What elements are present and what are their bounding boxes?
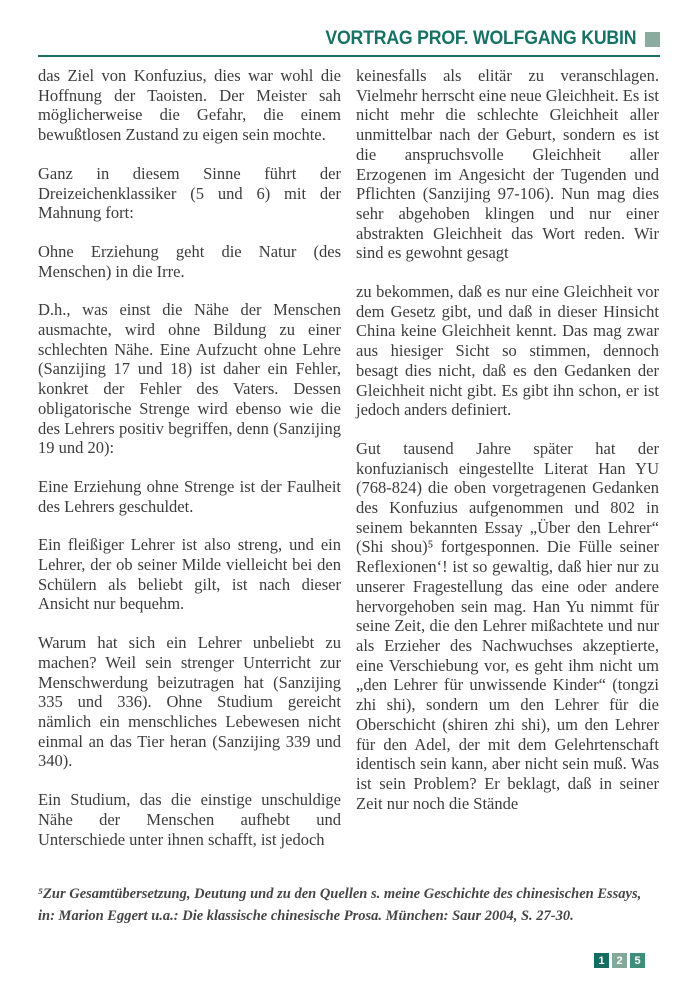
- title-marker-square-icon: [645, 32, 660, 47]
- paragraph: Ein fleißiger Lehrer ist also streng, und ein Lehrer, der ob seiner Milde vielleicht bei den Schülern als beliebt gilt, ist nach dieser Ansicht nur bequehm.: [38, 535, 341, 614]
- left-column: [38, 66, 341, 868]
- two-column-body: [38, 66, 660, 868]
- page-digit: 5: [630, 953, 645, 968]
- paragraph: das Ziel von Konfuzius, dies war wohl die Hoffnung der Taoisten. Der Meister sah möglicherweise die Gefahr, die einem bewußtlosen Zustand zu eigen sein mochte.: [38, 66, 341, 145]
- page-digit: 1: [594, 953, 609, 968]
- page-number: [594, 953, 645, 968]
- paragraph: Ein Studium, das die einstige unschuldige Nähe der Menschen aufhebt und Unterschiede unter ihnen schafft, ist jedoch: [38, 790, 341, 849]
- paragraph: Ganz in diesem Sinne führt der Dreizeichenklassiker (5 und 6) mit der Mahnung fort:: [38, 163, 341, 223]
- paragraph: zu bekommen, daß es nur eine Gleichheit vor dem Gesetz gibt, und daß in dieser Hinsicht China keine Gleichheit kennt. Das mag zwar aus hiesiger Sicht so stimmen, dennoch besagt dies nicht, daß es den Gedanken der Gleichheit nicht gibt. Es gibt ihn schon, er ist jedoch anders definiert.: [356, 282, 659, 420]
- paragraph: Warum hat sich ein Lehrer unbeliebt zu machen? Weil sein strenger Unterricht zur Menschwerdung beizutragen hat (Sanzijing 335 und 336). Ohne Studium gereicht nämlich ein menschliches Lebewesen nicht einmal an das Tier heran (Sanzijing 339 und 340).: [38, 633, 341, 771]
- header-rule: [38, 55, 660, 57]
- page-digit: 2: [612, 953, 627, 968]
- paragraph: keinesfalls als elitär zu veranschlagen. Vielmehr herrscht eine neue Gleichheit. Es ist nicht mehr die schlechte Gleichheit aller unmittelbar nach der Geburt, sondern es ist die anspruchsvolle Gleichheit aller Erzogenen im Angesicht der Tugenden und Pflichten (Sanzijing 97-106). Nun mag dies sehr abgehoben klingen und nur einer abstrakten Gleichheit das Wort reden. Wir sind es gewohnt gesagt: [356, 66, 659, 263]
- paragraph: D.h., was einst die Nähe der Menschen ausmachte, wird ohne Bildung zu einer schlechten Nähe. Eine Aufzucht ohne Lehre (Sanzijing 17 und 18) ist daher ein Fehler, konkret der Fehler des Vaters. Dessen obligatorische Strenge wird ebenso wie die des Lehrers positiv begriffen, denn (Sanzijing 19 und 20):: [38, 300, 341, 458]
- page-header: [38, 28, 660, 50]
- page-header-title: VORTRAG PROF. WOLFGANG KUBIN: [325, 28, 636, 49]
- paragraph: Eine Erziehung ohne Strenge ist der Faulheit des Lehrers geschuldet.: [38, 476, 341, 516]
- paragraph: Gut tausend Jahre später hat der konfuzianisch eingestellte Literat Han YU (768-824) die oben vorgetragenen Gedanken des Konfuzius aufgenommen und 802 in seinem bekannten Essay „Über den Lehrer“ (Shi shou)⁵ fortgesponnen. Die Fülle seiner Reflexionen‘! ist so gewaltig, daß hier nur zu unserer Fragestellung das eine oder andere hervorgehoben sein mag. Han Yu nimmt für seine Zeit, die den Lehrer mißachtete und nur als Erzieher des Nachwuchses akzeptierte, eine Verschiebung vor, es geht ihm nicht um „den Lehrer für unwissende Kinder“ (tongzi zhi shi), sondern um den Lehrer für die Oberschicht (shiren zhi shi), um den Lehrer für den Adel, der mit dem Gelehrtenschaft identisch sein kann, aber nicht sein muß. Was ist sein Problem? Er beklagt, daß in seiner Zeit nur noch die Stände: [356, 438, 659, 813]
- paragraph: Ohne Erziehung geht die Natur (des Menschen) in die Irre.: [38, 241, 341, 281]
- footnote: ⁵Zur Gesamtübersetzung, Deutung und zu den Quellen s. meine Geschichte des chinesischen Essays, in: Marion Eggert u.a.: Die klassische chinesische Prosa. München: Saur 2004, S. 27-30.: [38, 886, 642, 924]
- right-column: [356, 66, 659, 868]
